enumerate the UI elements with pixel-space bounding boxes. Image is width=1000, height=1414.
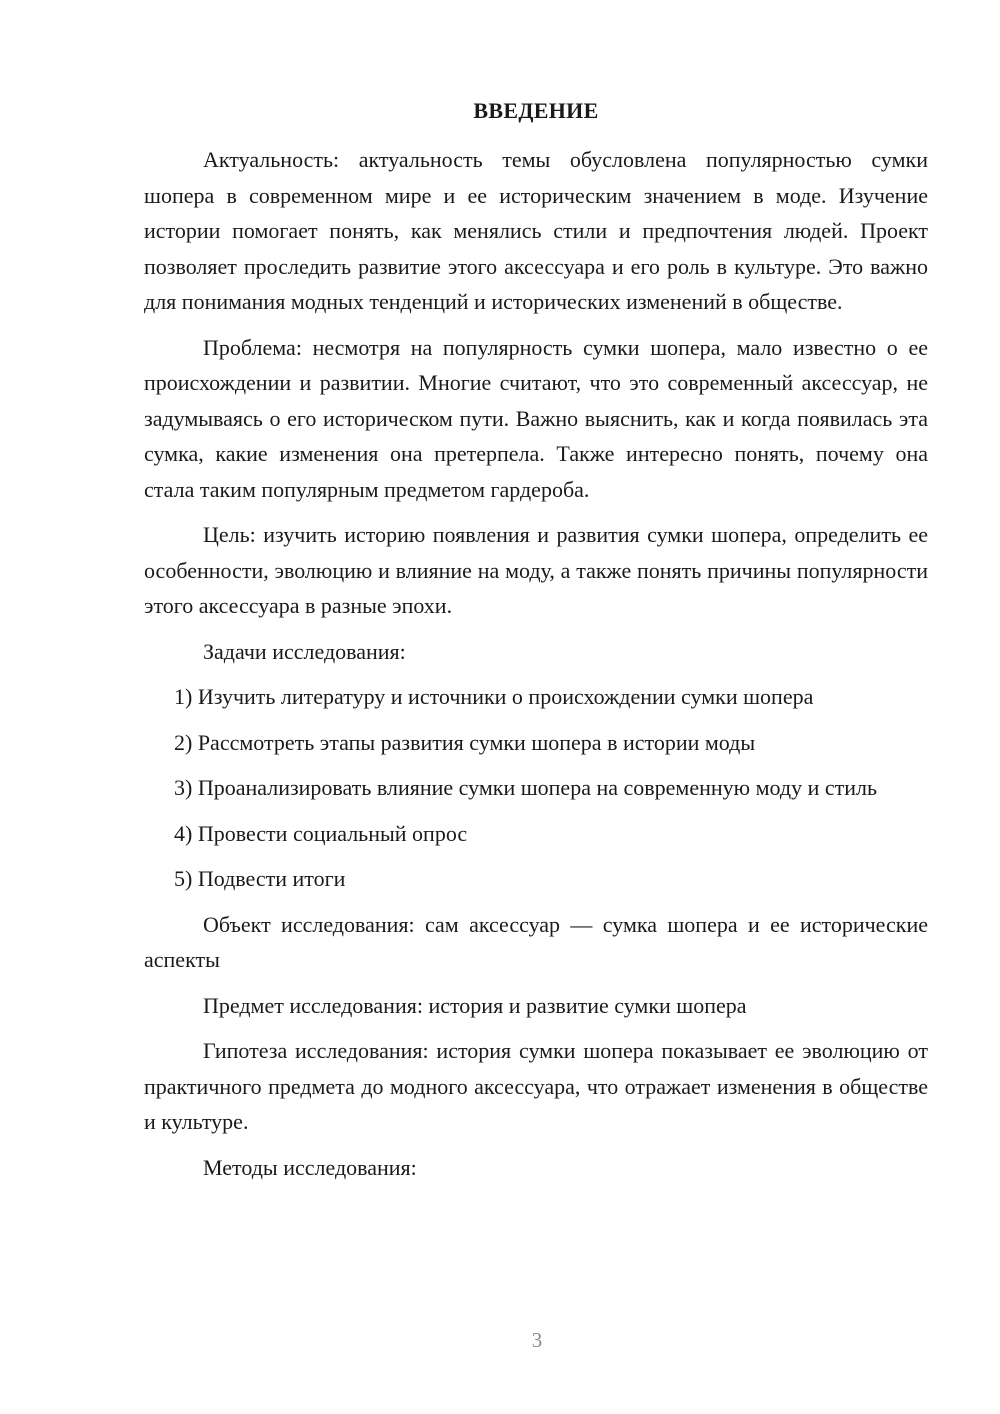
goal-paragraph: Цель: изучить историю появления и развития сумки шопера, определить ее особенности, эволюцию и влияние на моду, а также понять причины популярности этого аксессуара в разные эпохи.	[144, 522, 928, 618]
task-item: 1) Изучить литературу и источники о происхождении сумки шопера	[174, 684, 814, 709]
problem-paragraph: Проблема: несмотря на популярность сумки шопера, мало известно о ее происхождении и развитии. Многие считают, что это современный аксессуар, не задумываясь о его историческом пути. Важно выяснить, как и когда появилась эта сумка, какие изменения она претерпела. Также интересно понять, почему она стала таким популярным предметом гардероба.	[144, 334, 928, 502]
page-number: 3	[531, 1328, 543, 1352]
subject-paragraph: Предмет исследования: история и развитие сумки шопера	[203, 992, 747, 1018]
tasks-heading: Задачи исследования:	[203, 638, 406, 664]
task-item: 2) Рассмотреть этапы развития сумки шопера в истории моды	[174, 729, 756, 755]
hypothesis-paragraph: Гипотеза исследования: история сумки шопера показывает ее эволюцию от практичного предмета до модного аксессуара, что отражает изменения в обществе и культуре.	[144, 1038, 928, 1134]
relevance-paragraph: Актуальность: актуальность темы обусловлена популярностью сумки шопера в современном мире и ее историческим значением в моде. Изучение истории помогает понять, как менялись стили и предпочтения людей. Проект позволяет проследить развитие этого аксессуара и его роль в культуре. Это важно для понимания модных тенденций и исторических изменений в обществе.	[144, 147, 928, 314]
document-page	[144, 92, 928, 1195]
task-item: 5) Подвести итоги	[174, 866, 346, 891]
section-heading: ВВЕДЕНИЕ	[473, 98, 599, 123]
methods-heading: Методы исследования:	[203, 1154, 417, 1180]
task-item: 3) Проанализировать влияние сумки шопера на современную моду и стиль	[174, 775, 878, 800]
task-item: 4) Провести социальный опрос	[174, 820, 468, 846]
object-paragraph: Объект исследования: сам аксессуар — сумка шопера и ее исторические аспекты	[144, 911, 928, 972]
